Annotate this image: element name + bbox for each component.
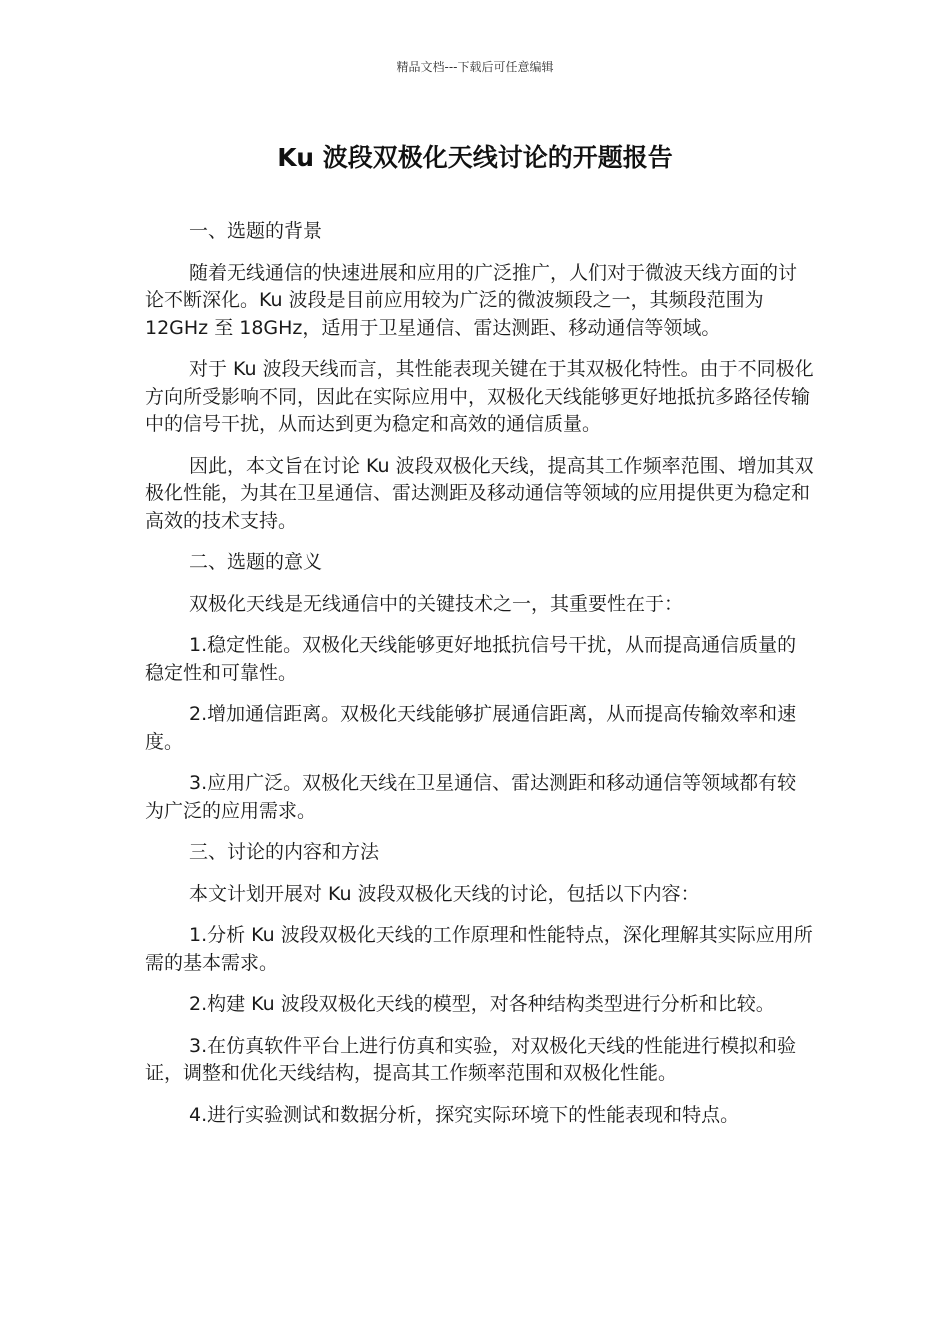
section-heading-significance: 二、选题的意义 — [189, 551, 323, 573]
paragraph: 因此，本文旨在讨论 Ku 波段双极化天线，提高其工作频率范围、增加其双极化性能，为其在卫星通信、雷达测距及移动通信等领域的应用提供更为稳定和高效的技术支持。 — [145, 454, 814, 532]
section-heading-content-methods: 三、讨论的内容和方法 — [189, 841, 380, 863]
paragraph: 本文计划开展对 Ku 波段双极化天线的讨论，包括以下内容： — [189, 882, 700, 905]
paragraph: 双极化天线是无线通信中的关键技术之一，其重要性在于： — [189, 592, 684, 615]
header-note: 精品文档---下载后可任意编辑 — [396, 60, 554, 74]
document-body — [145, 218, 815, 1143]
list-item: 2.构建 Ku 波段双极化天线的模型，对各种结构类型进行分析和比较。 — [189, 993, 775, 1015]
paragraph: 对于 Ku 波段天线而言，其性能表现关键在于其双极化特性。由于不同极化方向所受影响不同，因此在实际应用中，双极化天线能够更好地抵抗多路径传输中的信号干扰，从而达到更为稳定和高效的通信质量。 — [145, 358, 814, 435]
document-title: Ku 波段双极化天线讨论的开题报告 — [277, 143, 673, 172]
paragraph: 随着无线通信的快速进展和应用的广泛推广，人们对于微波天线方面的讨论不断深化。Ku 波段是目前应用较为广泛的微波频段之一，其频段范围为 12GHz 至 18GHz，适用于卫星通信、雷达测距、移动通信等领域。 — [145, 261, 798, 339]
list-item: 1.分析 Ku 波段双极化天线的工作原理和性能特点，深化理解其实际应用所需的基本需求。 — [145, 924, 813, 974]
list-item: 2.增加通信距离。双极化天线能够扩展通信距离，从而提高传输效率和速度。 — [145, 703, 797, 753]
section-heading-background: 一、选题的背景 — [189, 220, 323, 242]
list-item: 1.稳定性能。双极化天线能够更好地抵抗信号干扰，从而提高通信质量的稳定性和可靠性。 — [145, 634, 797, 684]
list-item: 3.应用广泛。双极化天线在卫星通信、雷达测距和移动通信等领域都有较为广泛的应用需求。 — [145, 772, 797, 822]
list-item: 4.进行实验测试和数据分析，探究实际环境下的性能表现和特点。 — [189, 1103, 740, 1126]
list-item: 3.在仿真软件平台上进行仿真和实验，对双极化天线的性能进行模拟和验证，调整和优化天线结构，提高其工作频率范围和双极化性能。 — [145, 1034, 797, 1084]
